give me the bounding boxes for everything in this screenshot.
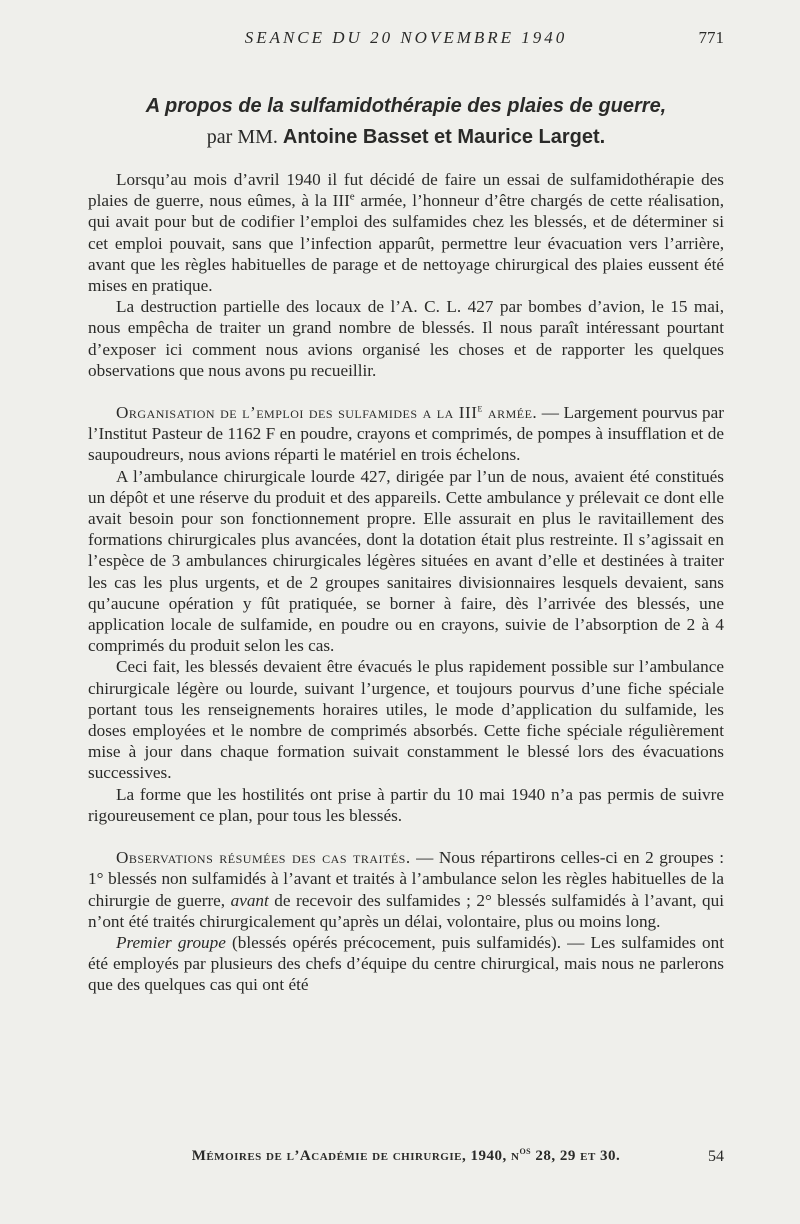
article-body: [88, 169, 724, 996]
paragraph-ambulance: A l’ambulance chirurgicale lourde 427, dirigée par l’un de nous, avaient été constitués un dépôt et une réserve du produit et des appareils. Cette ambulance y prélevait ce dont elle avait besoin pour son fonctionnement propre. Elle assurait en plus le ravitaillement des formations chirurgicales plus avancées, dont la dotation était plus restreinte. Il s’agissait en l’espèce de 3 ambulances chirurgicales légères situées en avant d’elle et destinées à traiter les cas les plus urgents, et de 2 groupes sanitaires divisionnaires lesquels devaient, sans qu’aucune opération y fût pratiquée, se borner à faire, dès l’arrivée des blessés, une application locale de sulfamide, en poudre ou en crayons, suivie de l’absorption de 2 à 4 comprimés du produit selon les cas.: [88, 466, 724, 656]
journal-name: Mémoires de l’Académie de chirurgie, 1940, n: [191, 1148, 520, 1164]
section-observations-text-end: de recevoir des sulfamides ; 2° blessés sulfamidés à l’avant, qui n’ont été traités chirurgicalement qu’après un délai, volontaire, plus ou moins long.: [88, 890, 724, 931]
byline: [88, 124, 724, 150]
paragraph-destruction: La destruction partielle des locaux de l’A. C. L. 427 par bombes d’avion, le 15 mai, nous empêcha de traiter un grand nombre de blessés. Il nous paraît intéressant pourtant d’exposer ici comment nous avions organisé les choses et de rapporter les quelques observations que nous avons pu recueillir.: [88, 297, 724, 380]
authors: Antoine Basset et Maurice Larget.: [282, 126, 606, 148]
paragraph-intro: [88, 169, 724, 296]
article-title: A propos de la sulfamidothérapie des plaies de guerre,: [145, 95, 667, 117]
section-heading-organisation: [116, 403, 537, 422]
running-head: [88, 28, 724, 58]
paragraph-premier-groupe-text: (blessés opérés précocement, puis sulfamidés). — Les sulfamides ont été employés par plusieurs des chefs d’équipe du centre chirurgical, mais nous ne parlerons que des quelques cas qui ont été: [88, 932, 724, 995]
journal-citation: [191, 1145, 621, 1164]
page-number: 771: [698, 28, 724, 47]
section-observations: [88, 847, 724, 932]
paragraph-premier-groupe: [88, 932, 724, 996]
paragraph-intro-text: Lorsqu’au mois d’avril 1940 il fut décidé de faire un essai de sulfamidothérapie des plaies de guerre, nous eûmes, à la III: [88, 170, 724, 211]
section-organisation-text: — Largement pourvus par l’Institut Pasteur de 1162 F en poudre, crayons et comprimés, de pompes à insufflation et de saupoudreurs, nous avions réparti le matériel en trois échelons.: [88, 403, 724, 465]
paragraph-evacuation: Ceci fait, les blessés devaient être évacués le plus rapidement possible sur l’ambulance chirurgicale légère ou lourde, suivant l’urgence, et toujours pourvus d’une fiche spéciale portant tous les renseignements horaires utiles, le mode d’application du sulfamide, les doses employées et le nombre de comprimés absorbés. Cette fiche spéciale régulièrement mise à jour dans chaque formation suivait constamment le blessé lors des évacuations successives.: [88, 657, 724, 783]
section-heading-text: Organisation de l’emploi des sulfamides a la III: [116, 403, 478, 423]
superscript: os: [519, 1145, 532, 1157]
superscript: e: [349, 190, 355, 203]
emphasis-premier-groupe: Premier groupe: [116, 932, 226, 952]
signature-mark: 54: [708, 1148, 724, 1165]
section-organisation: [88, 402, 724, 466]
footer: [88, 1145, 724, 1174]
journal-issue: 28, 29 et 30.: [531, 1148, 621, 1164]
section-observations-text: — Nous répartirons celles-ci en 2 groupes : 1° blessés non sulfamidés à l’avant et traités à l’ambulance selon les règles habituelles de la chirurgie de guerre,: [88, 848, 724, 910]
paragraph-hostilities: La forme que les hostilités ont prise à partir du 10 mai 1940 n’a pas permis de suivre rigoureusement ce plan, pour tous les blessés.: [88, 784, 724, 825]
section-heading-observations: Observations résumées des cas traités.: [116, 848, 411, 868]
section-heading-end: armée.: [482, 403, 538, 423]
byline-prefix: par MM.: [206, 126, 278, 148]
running-head-title: SEANCE DU 20 NOVEMBRE 1940: [244, 28, 568, 47]
emphasis-avant: avant: [230, 890, 269, 910]
superscript: e: [477, 402, 483, 415]
paragraph-intro-rest: armée, l’honneur d’être chargés de cette réalisation, qui avait pour but de codifier l’emploi des sulfamides chez les blessés, et de déterminer si cet emploi pouvait, sans que l’infection apparût, permettre leur évacuation vers l’arrière, avant que les règles habituelles de parage et de nettoyage chirurgical des plaies eussent été mises en pratique.: [88, 191, 724, 296]
